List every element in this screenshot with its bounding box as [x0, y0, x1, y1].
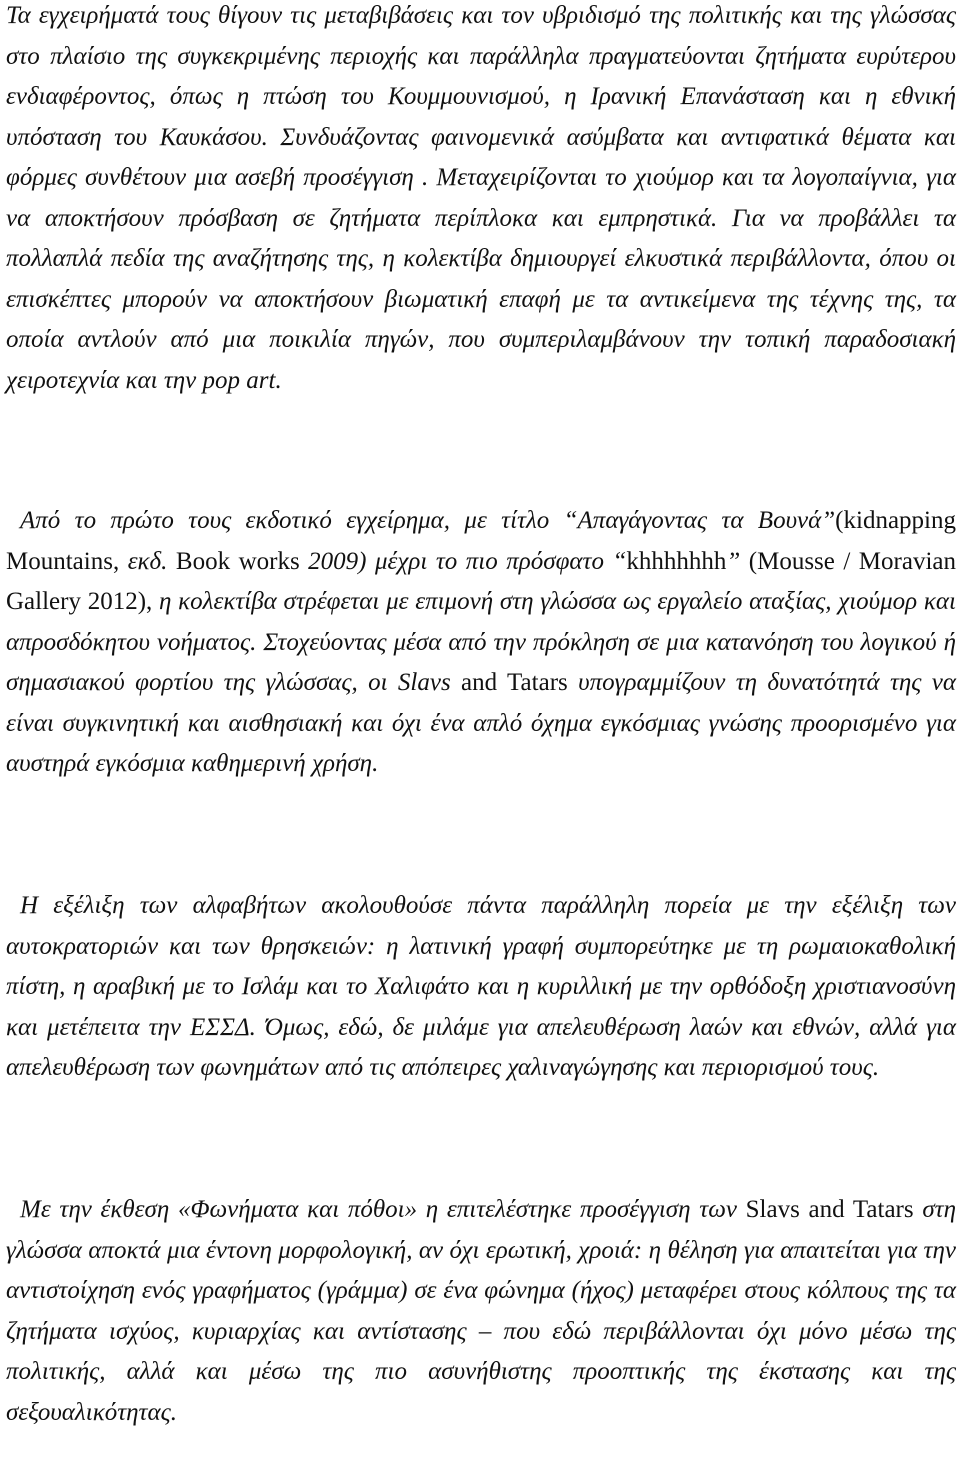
text-run: Με την έκθεση «Φωνήματα και πόθοι» η επιτελέστηκε προσέγγιση των: [20, 1196, 746, 1223]
text-run: 2009) μέχρι το πιο πρόσφατο “: [308, 547, 627, 575]
text-run: στη γλώσσα αποκτά μια έντονη μορφολογική, αν όχι ερωτική, χροιά: η θέληση για απαιτείται για την αντιστοίχηση ενός γραφήματος (γράμμα) σε ένα φώνημα (ήχος) μεταφέρει στους κόλπους της τα ζητήματα ισχύος, κυριαρχίας και αντίστασης – που εδώ περιβάλλονται όχι μόνο μέσω της πολιτικής, αλλά και μέσω της πιο ασυνήθιστης προοπτικής της έκστασης και της σεξουαλικότητας.: [6, 1196, 956, 1426]
paragraph-1: [6, 0, 956, 401]
paragraph-4: [6, 1190, 956, 1433]
text-run: ”: [726, 547, 749, 575]
text-run: (kidnapping Mountains,: [6, 507, 956, 575]
text-run: υπογραμμίζουν τη δυνατότητά της να είναι συγκινητική και αισθησιακή και όχι ένα απλό όχημα εγκόσμιας γνώσης προορισμένο για αυστηρά εγκόσμια καθημερινή χρήση.: [6, 669, 957, 777]
text-run: εκδ.: [127, 547, 168, 575]
text-run: and Tatars: [461, 669, 579, 696]
text-run: η κολεκτίβα στρέφεται με επιμονή στη γλώσσα ως εργαλείο αταξίας, χιούμορ και απροσδόκητου νοήματος. Στοχεύοντας μέσα από την πρόκληση σε μια κατανόηση του λογικού ή σημασιακού φορτίου της γλώσσας, οι Slavs: [6, 588, 956, 696]
text-run: Slavs and Tatars: [745, 1196, 923, 1223]
text-run: Από το πρώτο τους εκδοτικό εγχείρημα, με τίτλο “Απαγάγοντας τα Βουνά”: [20, 507, 836, 534]
text-run: Τα εγχειρήματά τους θίγουν τις μεταβιβάσεις και τον υβριδισμό της πολιτικής και της γλώσσας στο πλαίσιο της συγκεκριμένης περιοχής και παράλληλα πραγματεύονται ζητήματα ευρύτερου ενδιαφέροντος, όπως η πτώση του Κουμμουνισμού, η Ιρανική Επανάσταση και η εθνική υπόσταση του Καυκάσου. Συνδυάζοντας φαινομενικά ασύμβατα και αντιφατικά θέματα και φόρμες συνθέτουν μια ασεβή προσέγγιση . Μεταχειρίζονται το χιούμορ και τα λογοπαίγνια, για να αποκτήσουν πρόσβαση σε ζητήματα περίπλοκα και εμπρηστικά. Για να προβάλλει τα πολλαπλά πεδία της αναζήτησης της, η κολεκτίβα δημιουργεί ελκυστικά περιβάλλοντα, όπου οι επισκέπτες μπορούν να αποκτήσουν βιωματική επαφή με τα αντικείμενα της τέχνης της, τα οποία αντλούν από μια ποικιλία πηγών, που συμπεριλαμβάνουν την τοπική παραδοσιακή χειροτεχνία και την pop art.: [6, 2, 956, 394]
text-run: khhhhhhh: [626, 547, 727, 575]
text-run: Η εξέλιξη των αλφαβήτων ακολουθούσε πάντα παράλληλη πορεία με την εξέλιξη των αυτοκρατοριών και των θρησκειών: η λατινική γραφή συμπορεύτηκε με τη ρωμαιοκαθολική πίστη, η αραβική με το Ισλάμ και το Χαλιφάτο και η κυριλλική με την ορθόδοξη χριστιανοσύνη και μετέπειτα την ΕΣΣΔ. Όμως, εδώ, δε μιλάμε για απελευθέρωση λαών και εθνών, αλλά για απελευθέρωση των φωνημάτων από τις απόπειρες χαλιναγώγησης και περιορισμού τους.: [6, 892, 956, 1081]
paragraph-3: [6, 886, 956, 1089]
text-run: (Mousse / Moravian Gallery 2012),: [6, 547, 956, 615]
paragraph-2: [6, 501, 956, 785]
text-run: Book works: [167, 547, 309, 575]
